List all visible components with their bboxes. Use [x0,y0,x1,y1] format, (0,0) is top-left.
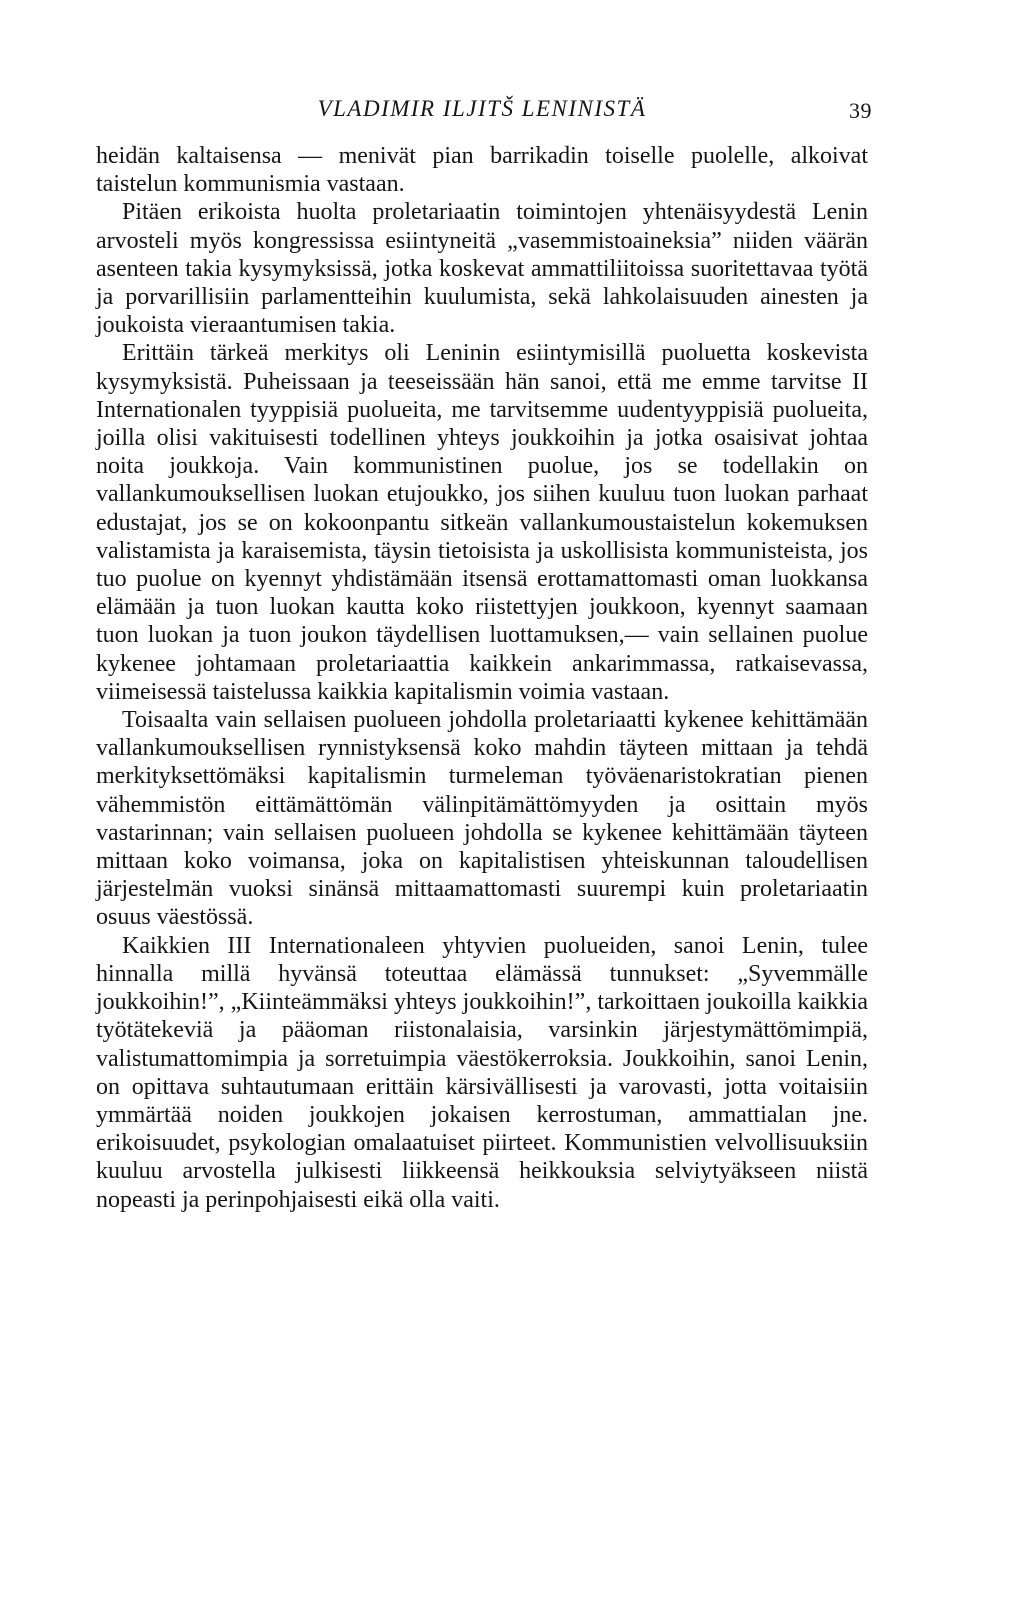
paragraph: Pitäen erikoista huolta proletariaatin toimintojen yhtenäisyydestä Lenin arvosteli myös kongressissa esiintyneitä „vasemmistoaineksia” niiden väärän asenteen takia kysymyksissä, jotka koskevat ammattiliitoissa suoritettavaa työtä ja porvarillisiin parlamentteihin kuulumista, sekä lahkolaisuuden ainesten ja joukoista vieraantumisen takia. [96,199,868,339]
paragraph: Erittäin tärkeä merkitys oli Leninin esiintymisillä puoluetta koskevista kysymyksistä. Puheissaan ja teeseissään hän sanoi, että me emme tarvitse II Internationalen tyyppisiä puolueita, me tarvitsemme uudentyyppisiä puolueita, joilla olisi vakituisesti todellinen yhteys joukkoihin ja jotka osaisivat johtaa noita joukkoja. Vain kommunistinen puolue, jos se todellakin on vallankumouksellisen luokan etujoukko, jos siihen kuuluu tuon luokan parhaat edustajat, jos se on kokoonpantu sitkeän vallankumoustaistelun kokemuksen valistamista ja karaisemista, täysin tietoisista ja uskollisista kommunisteista, jos tuo puolue on kyennyt yhdistämään itsensä erottamattomasti oman luokkansa elämään ja tuon luokan kautta koko riistettyjen joukkoon, kyennyt saamaan tuon luokan ja tuon joukon täydellisen luottamuksen,— vain sellainen puolue kykenee johtamaan proletariaattia kaikkein ankarimmassa, ratkaisevassa, viimeisessä taistelussa kaikkia kapitalismin voimia vastaan. [96,340,868,705]
page-number: 39 [849,98,872,123]
body-text [96,142,868,1214]
paragraph-continued: heidän kaltaisensa — menivät pian barrikadin toiselle puolelle, alkoivat taistelun kommunismia vastaan. [96,143,868,198]
book-page [96,96,872,1214]
paragraph: Kaikkien III Internationaleen yhtyvien puolueiden, sanoi Lenin, tulee hinnalla millä hyvänsä toteuttaa elämässä tunnukset: „Syvemmälle joukkoihin!”, „Kiinteämmäksi yhteys joukkoihin!”, tarkoittaen joukoilla kaikkia työtätekeviä ja pääoman riistonalaisia, varsinkin järjestymättömimpiä, valistumattomimpia ja sorretuimpia väestökerroksia. Joukkoihin, sanoi Lenin, on opittava suhtautumaan erittäin kärsivällisesti ja varovasti, jotta voitaisiin ymmärtää noiden joukkojen jokaisen kerrostuman, ammattialan jne. erikoisuudet, psykologian omalaatuiset piirteet. Kommunistien velvollisuuksiin kuuluu arvostella julkisesti liikkeensä heikkouksia selviytyäkseen niistä nopeasti ja perinpohjaisesti eikä olla vaiti. [96,932,868,1213]
paragraph: Toisaalta vain sellaisen puolueen johdolla proletariaatti kykenee kehittämään vallankumouksellisen rynnistyksensä koko mahdin täyteen mittaan ja tehdä merkityksettömäksi kapitalismin turmeleman työväenaristokratian pienen vähemmistön eittämättömän välinpitämättömyyden ja osittain myös vastarinnan; vain sellaisen puolueen johdolla se kykenee kehittämään täyteen mittaan koko voimansa, joka on kapitalistisen yhteiskunnan taloudellisen järjestelmän vuoksi sinänsä mittaamattomasti suurempi kuin proletariaatin osuus väestössä. [96,707,868,931]
running-title: VLADIMIR ILJITŠ LENINISTÄ [317,96,647,121]
running-header [96,96,872,142]
